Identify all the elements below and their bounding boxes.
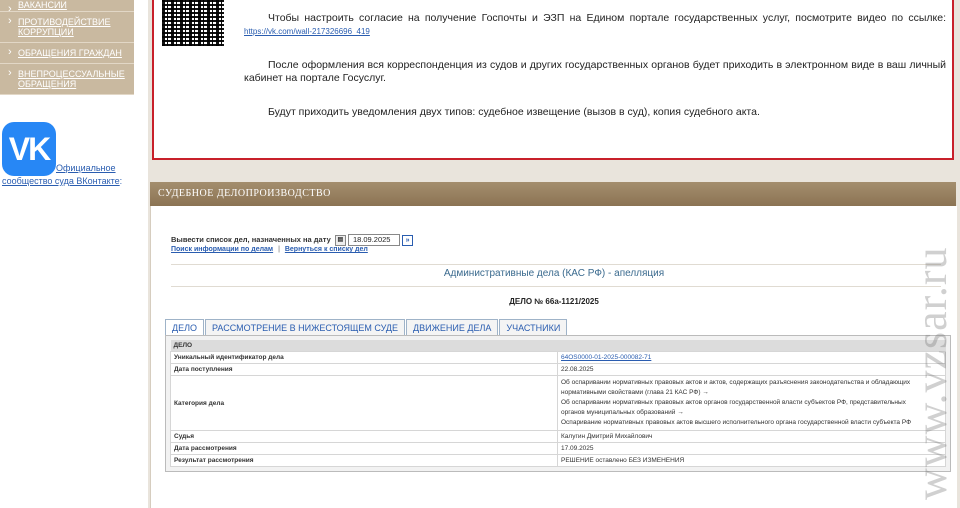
notice-p1-text: Чтобы настроить согласие на получение Госпочты и ЭЗП на Едином портале государственных услуг, посмотрите видео по ссылке: xyxy=(268,12,946,24)
tab-case-movement[interactable]: ДВИЖЕНИЕ ДЕЛА xyxy=(406,319,498,335)
tab-lower-court[interactable]: РАССМОТРЕНИЕ В НИЖЕСТОЯЩЕМ СУДЕ xyxy=(205,319,405,335)
case-type-title: Административные дела (КАС РФ) - апелляция xyxy=(443,268,665,279)
vk-suffix: : xyxy=(119,176,123,186)
menu-item-extraprocedural-appeals[interactable]: › ВНЕПРОЦЕССУАЛЬНЫЕ ОБРАЩЕНИЯ xyxy=(0,64,134,95)
row-key-category: Категория дела xyxy=(171,376,558,431)
vk-link-part1[interactable]: Официальное xyxy=(56,163,116,173)
section-header: СУДЕБНОЕ ДЕЛОПРОИЗВОДСТВО xyxy=(150,182,956,206)
back-to-list-link[interactable]: Вернуться к списку дел xyxy=(284,246,368,253)
go-arrow-button[interactable]: » xyxy=(402,235,413,246)
table-row xyxy=(171,364,946,376)
row-key-review-date: Дата рассмотрения xyxy=(171,443,558,455)
links-separator: | xyxy=(278,246,280,253)
menu-item-anticorruption[interactable]: › ПРОТИВОДЕЙСТВИЕ КОРРУПЦИИ xyxy=(0,12,134,43)
row-key-received: Дата поступления xyxy=(171,364,558,376)
notice-paragraph-2 xyxy=(244,59,946,85)
category-line: нормативными свойствами (глава 21 КАС РФ) → xyxy=(561,389,709,396)
vk-community-block xyxy=(2,122,142,187)
notice-video-link[interactable]: https://vk.com/wall-217326696_419 xyxy=(244,27,370,36)
notice-paragraph-3 xyxy=(244,106,946,119)
filter-links xyxy=(171,246,368,253)
category-line: органов муниципальных образований → xyxy=(561,409,684,416)
menu-item-citizen-appeals[interactable]: › ОБРАЩЕНИЯ ГРАЖДАН xyxy=(0,43,134,64)
category-line: Оспаривание нормативных правовых актов высшего исполнительного органа государственной власти субъекта РФ xyxy=(561,419,912,426)
row-value-received: 22.08.2025 xyxy=(558,364,946,376)
row-key-result: Результат рассмотрения xyxy=(171,455,558,467)
left-sidebar xyxy=(0,0,148,508)
case-search-link[interactable]: Поиск информации по делам xyxy=(171,246,274,253)
menu-item-vacancies[interactable]: › ВАКАНСИИ xyxy=(0,0,134,12)
date-filter xyxy=(171,234,413,246)
gosuslugi-notice xyxy=(152,0,954,160)
row-value-judge: Калугин Дмитрий Михайлович xyxy=(558,431,946,443)
category-line: Об оспаривании нормативных правовых актов органов государственной власти субъектов РФ, представительных xyxy=(561,399,906,406)
notice-paragraph-1 xyxy=(244,12,946,38)
row-key-uid: Уникальный идентификатор дела xyxy=(171,352,558,364)
row-value-result: РЕШЕНИЕ оставлено БЕЗ ИЗМЕНЕНИЯ xyxy=(558,455,946,467)
date-input[interactable]: 18.09.2025 xyxy=(348,234,400,246)
divider-middle xyxy=(171,286,941,287)
notice-p3-text: Будут приходить уведомления двух типов: судебное извещение (вызов в суд), копия судебного акта. xyxy=(268,106,760,118)
table-row xyxy=(171,455,946,467)
sidebar-menu xyxy=(0,0,134,95)
row-value-review-date: 17.09.2025 xyxy=(558,443,946,455)
date-filter-label: Вывести список дел, назначенных на дату xyxy=(171,234,331,244)
row-value-category xyxy=(558,376,946,431)
case-content xyxy=(150,206,957,508)
row-key-judge: Судья xyxy=(171,431,558,443)
watermark-logo: www.vzsar.ru xyxy=(907,246,956,500)
case-number: ДЕЛО № 66а-1121/2025 xyxy=(509,297,599,306)
vk-link-part2[interactable]: сообщество суда ВКонтакте xyxy=(2,176,120,186)
category-line: Об оспаривании нормативных правовых актов и актов, содержащих разъяснения законодательства и обладающих xyxy=(561,379,911,386)
tab-participants[interactable]: УЧАСТНИКИ xyxy=(499,319,567,335)
table-row xyxy=(171,352,946,364)
case-details-table xyxy=(165,335,951,472)
table-row xyxy=(171,376,946,431)
case-uid-link[interactable]: 64OS0000-01-2025-000082-71 xyxy=(561,354,652,361)
calendar-icon[interactable]: ▤ xyxy=(335,235,346,246)
tab-case[interactable]: ДЕЛО xyxy=(165,319,204,336)
notice-p2-text: После оформления вся корреспонденция из судов и других государственных органов будет приходить в электронном виде в ваш личный кабинет на портале Госуслуг. xyxy=(244,59,946,84)
qr-code-icon xyxy=(162,0,224,46)
table-header: ДЕЛО xyxy=(171,340,946,352)
table-row xyxy=(171,431,946,443)
divider-top xyxy=(171,264,941,265)
table-row xyxy=(171,443,946,455)
vk-logo-icon[interactable]: VK xyxy=(2,122,56,176)
case-tabs xyxy=(165,319,568,335)
